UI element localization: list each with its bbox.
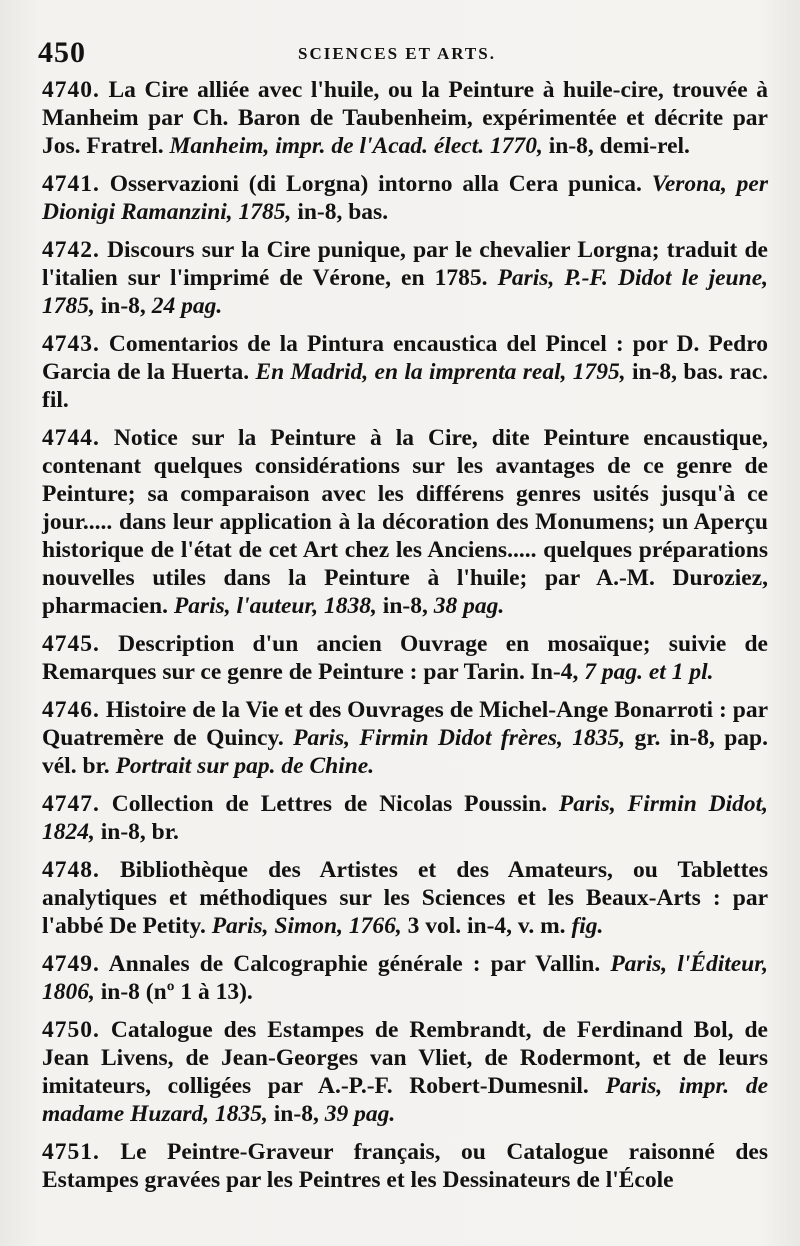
entry-imprint-italic: Paris, l'auteur, 1838, [173, 593, 377, 619]
running-head: SCIENCES ET ARTS. [298, 44, 496, 63]
entry-imprint-italic: Verona, per Dionigi Ramanzini, 1785, [42, 171, 768, 225]
catalogue-entry [42, 170, 768, 226]
catalogue-entry [42, 856, 768, 940]
entry-number: 4748. [42, 857, 100, 883]
catalogue-entries [42, 76, 768, 1204]
entry-text: in-8, bas. [291, 199, 389, 225]
entry-text: Le Peintre-Graveur français, ou Catalogue raisonné des Estampes gravées par les Peintres et les Dessinateurs de l'École [42, 1139, 769, 1193]
entry-number: 4742. [42, 237, 100, 263]
entry-number: 4749. [42, 951, 100, 977]
entry-text: Histoire de la Vie et des Ouvrages de Michel-Ange Bonarroti : par Quatremère de Quincy. [42, 697, 768, 751]
entry-text: in-8 (nº 1 à 13). [94, 979, 253, 1005]
entry-imprint-italic: 39 pag. [324, 1101, 396, 1127]
entry-text: gr. in-8, pap. vél. br. [42, 725, 769, 779]
catalogue-entry [42, 76, 768, 160]
entry-number: 4745. [42, 631, 100, 657]
entry-text: Notice sur la Peinture à la Cire, dite Peinture encaustique, contenant quelques considérations sur les avantages de ce genre de Peinture; sa comparaison avec les différens genres usités jusqu'à ce jour..... dans leur application à la décoration des Monumens; un Aperçu historique de l'état de cet Art chez les Anciens..... quelques préparations nouvelles utiles dans la Peinture à l'huile; par A.-M. Duroziez, pharmacien. [42, 425, 769, 619]
entry-imprint-italic: Manheim, impr. de l'Acad. élect. 1770, [169, 133, 543, 159]
catalogue-entry [42, 1016, 768, 1128]
catalogue-entry [42, 1138, 768, 1194]
entry-text: in-8, br. [94, 819, 179, 845]
entry-number: 4750. [42, 1017, 100, 1043]
entry-text: Collection de Lettres de Nicolas Poussin. [111, 791, 559, 817]
page-number: 450 [38, 36, 86, 69]
entry-imprint-italic: 7 pag. et 1 pl. [584, 659, 714, 685]
catalogue-entry [42, 790, 768, 846]
catalogue-entry [42, 950, 768, 1006]
entry-text: in-8, [267, 1101, 325, 1127]
catalogue-entry [42, 330, 768, 414]
entry-number: 4751. [42, 1139, 100, 1165]
entry-number: 4744. [42, 425, 100, 451]
catalogue-entry [42, 630, 768, 686]
entry-imprint-italic: Paris, Simon, 1766, [211, 913, 402, 939]
entry-number: 4747. [42, 791, 100, 817]
entry-imprint-italic: 24 pag. [151, 293, 223, 319]
entry-imprint-italic: 38 pag. [433, 593, 505, 619]
entry-text: in-8, [94, 293, 152, 319]
entry-text: in-8, demi-rel. [542, 133, 690, 159]
entry-text: Annales de Calcographie générale : par Vallin. [108, 951, 611, 977]
entry-text: Osservazioni (di Lorgna) intorno alla Cera punica. [109, 171, 652, 197]
entry-imprint-italic: fig. [571, 913, 604, 939]
entry-text: Description d'un ancien Ouvrage en mosaïque; suivie de Remarques sur ce genre de Peinture : par Tarin. In-4, [42, 631, 768, 685]
entry-imprint-italic: Paris, impr. de madame Huzard, 1835, [42, 1073, 768, 1127]
entry-imprint-italic: Paris, Firmin Didot, 1824, [42, 791, 768, 845]
catalogue-entry [42, 696, 768, 780]
entry-text: Bibliothèque des Artistes et des Amateurs, ou Tablettes analytiques et méthodiques sur les Sciences et les Beaux-Arts : par l'abbé De Petity. [42, 857, 769, 939]
entry-imprint-italic: Paris, l'Éditeur, 1806, [42, 951, 768, 1005]
catalogue-entry [42, 424, 768, 620]
entry-text: Catalogue des Estampes de Rembrandt, de Ferdinand Bol, de Jean Livens, de Jean-Georges van Vliet, de Rodermont, et de leurs imitateurs, colligées par A.-P.-F. Robert-Dumesnil. [42, 1017, 768, 1099]
entry-text: Discours sur la Cire punique, par le chevalier Lorgna; traduit de l'italien sur l'imprimé de Vérone, en 1785. [42, 237, 768, 291]
entry-imprint-italic: Paris, Firmin Didot frères, 1835, [293, 725, 626, 751]
entry-text: in-8, [376, 593, 434, 619]
entry-number: 4741. [42, 171, 100, 197]
entry-number: 4740. [42, 77, 100, 103]
entry-number: 4746. [42, 697, 100, 723]
entry-number: 4743. [42, 331, 100, 357]
entry-imprint-italic: En Madrid, en la imprenta real, 1795, [255, 359, 626, 385]
page-header [38, 36, 778, 76]
catalogue-entry [42, 236, 768, 320]
entry-text: La Cire alliée avec l'huile, ou la Peinture à huile-cire, trouvée à Manheim par Ch. Baron de Taubenheim, expérimentée et décrite par Jos. Fratrel. [42, 77, 769, 159]
entry-text: Comentarios de la Pintura encaustica del Pincel : por D. Pedro Garcia de la Huerta. [42, 331, 768, 385]
entry-text: 3 vol. in-4, v. m. [401, 913, 572, 939]
entry-text: in-8, bas. rac. fil. [42, 359, 768, 413]
entry-imprint-italic: Paris, P.-F. Didot le jeune, 1785, [42, 265, 768, 319]
entry-imprint-italic: Portrait sur pap. de Chine. [115, 753, 375, 779]
